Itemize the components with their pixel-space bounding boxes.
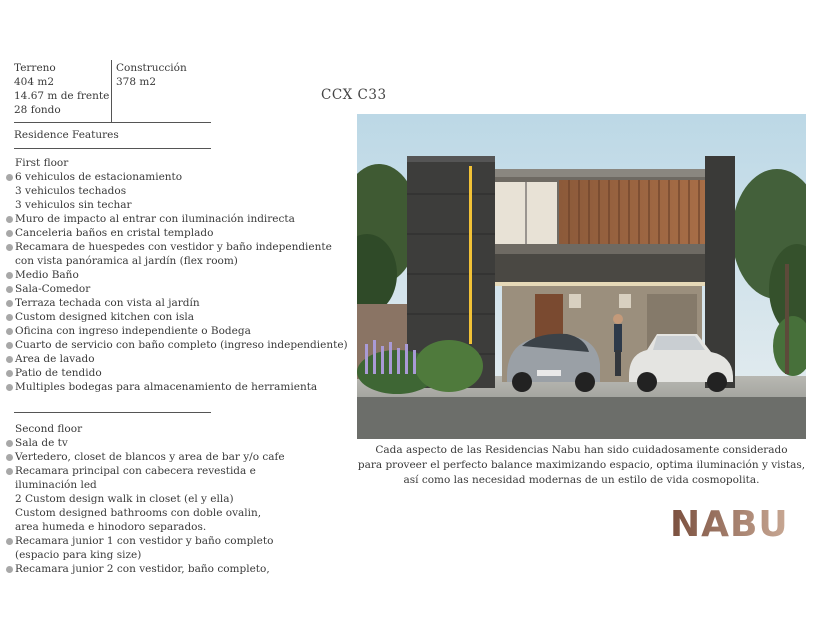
feature-item: (espacio para king size): [15, 549, 142, 561]
house-render-svg: [357, 114, 806, 439]
caption-line: Cada aspecto de las Residencias Nabu han sido cuidadosamente considerado: [375, 444, 788, 456]
second-floor-title: Second floor: [15, 423, 83, 435]
second-floor-divider: [14, 412, 211, 413]
terreno-area: 404 m2: [14, 76, 55, 88]
specs-divider-vertical: [111, 60, 112, 122]
house-render-image: [357, 114, 806, 439]
construccion-area: 378 m2: [116, 76, 157, 88]
feature-item: Multiples bodegas para almacenamiento de herramienta: [6, 380, 348, 394]
feature-item: Patio de tendido: [6, 366, 348, 380]
render-caption: [357, 443, 806, 488]
construccion-label: Construcción: [116, 62, 187, 74]
fondo-value: 28 fondo: [14, 104, 61, 116]
second-floor-list: [6, 422, 285, 576]
feature-item: Custom designed kitchen con isla: [6, 310, 348, 324]
feature-item: Recamara principal con cabecera revestida e: [6, 464, 285, 478]
construction-specs: [116, 61, 187, 89]
feature-item: con vista panóramica al jardín (flex room): [15, 255, 238, 267]
first-floor-items: [6, 170, 348, 394]
specs-divider: [14, 122, 211, 123]
feature-item: Recamara junior 2 con vestidor, baño completo,: [6, 562, 285, 576]
feature-item: Vertedero, closet de blancos y area de bar y/o cafe: [6, 450, 285, 464]
feature-item: Canceleria baños en cristal templado: [6, 226, 348, 240]
second-floor-items: [6, 436, 285, 576]
feature-item: Terraza techada con vista al jardín: [6, 296, 348, 310]
feature-item: 3 vehiculos sin techar: [15, 199, 132, 211]
feature-item: 3 vehiculos techados: [15, 185, 127, 197]
feature-item: Recamara junior 1 con vestidor y baño completo: [6, 534, 285, 548]
features-divider: [14, 148, 211, 149]
feature-item: Muro de impacto al entrar con iluminación indirecta: [6, 212, 348, 226]
first-floor-title: First floor: [15, 157, 69, 169]
land-specs: [14, 61, 109, 117]
feature-item: Sala-Comedor: [6, 282, 348, 296]
caption-line: para proveer el perfecto balance maximizando espacio, optima iluminación y vistas,: [357, 459, 806, 471]
feature-item: Area de lavado: [6, 352, 348, 366]
feature-item: Medio Baño: [6, 268, 348, 282]
frente-value: 14.67 m de frente: [14, 90, 110, 102]
feature-item: Cuarto de servicio con baño completo (ingreso independiente): [6, 338, 348, 352]
feature-item: area humeda e hinodoro separados.: [15, 521, 207, 533]
caption-line: así como las necesidad modernas de un estilo de vida cosmopolita.: [403, 474, 760, 486]
feature-item: Sala de tv: [6, 436, 285, 450]
nabu-logo-svg: [668, 504, 828, 544]
first-floor-list: [6, 156, 348, 394]
feature-item: Custom designed bathrooms con doble ovalin,: [15, 507, 262, 519]
terreno-label: Terreno: [14, 62, 56, 74]
logo-text: NABU: [670, 504, 789, 544]
feature-item: Oficina con ingreso independiente o Bodega: [6, 324, 348, 338]
nabu-logo: [668, 504, 828, 548]
feature-item: iluminación led: [15, 479, 97, 491]
features-title: Residence Features: [14, 129, 119, 141]
feature-item: Recamara de huespedes con vestidor y baño independiente: [6, 240, 348, 254]
feature-item: 6 vehiculos de estacionamiento: [6, 170, 348, 184]
feature-item: 2 Custom design walk in closet (el y ella): [15, 493, 234, 505]
model-code: CCX C33: [321, 87, 387, 103]
